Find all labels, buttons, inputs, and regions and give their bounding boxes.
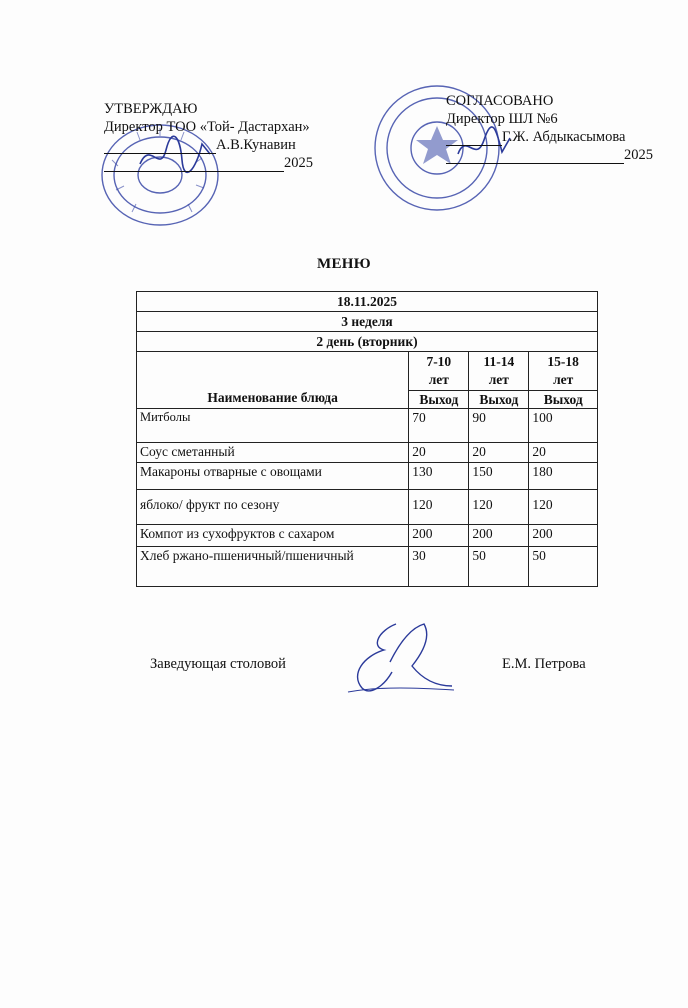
yield-value: 20 <box>469 443 529 463</box>
age-unit: лет <box>428 372 449 387</box>
yield-value: 200 <box>409 525 469 547</box>
approver-name: А.В.Кунавин <box>216 137 296 153</box>
yield-value: 50 <box>529 547 598 587</box>
age-header-15-18 <box>529 352 598 409</box>
agreement-name-line <box>446 128 662 146</box>
footer-name: Е.М. Петрова <box>502 656 586 672</box>
date-blank <box>446 149 624 164</box>
dish-name: Макароны отварные с овощами <box>137 463 409 490</box>
agreement-heading: СОГЛАСОВАНО <box>446 93 554 109</box>
age-range: 7-10 <box>426 354 452 369</box>
agreement-date-line <box>446 146 662 164</box>
age-header-11-14 <box>469 352 529 409</box>
yield-value: 70 <box>409 409 469 443</box>
yield-header: Выход <box>529 390 597 408</box>
table-row <box>137 463 598 490</box>
age-range: 15-18 <box>547 354 579 369</box>
menu-day: 2 день (вторник) <box>137 332 598 352</box>
yield-value: 100 <box>529 409 598 443</box>
age-header-7-10 <box>409 352 469 409</box>
approval-heading: УТВЕРЖДАЮ <box>104 101 198 117</box>
approval-block-right <box>446 92 662 164</box>
approver-position: Директор ТОО «Той- Дастархан» <box>104 119 310 135</box>
agreement-position: Директор ШЛ №6 <box>446 111 558 127</box>
menu-date: 18.11.2025 <box>137 292 598 312</box>
yield-header: Выход <box>469 390 528 408</box>
footer-role: Заведующая столовой <box>150 656 286 672</box>
date-blank <box>104 157 284 172</box>
dish-name: яблоко/ фрукт по сезону <box>137 490 409 525</box>
yield-value: 50 <box>469 547 529 587</box>
signature-blank <box>446 131 502 146</box>
signature-blank <box>104 139 216 154</box>
agreement-year: 2025 <box>624 147 653 163</box>
age-range: 11-14 <box>483 354 515 369</box>
yield-value: 120 <box>409 490 469 525</box>
yield-value: 200 <box>529 525 598 547</box>
dish-name: Компот из сухофруктов с сахаром <box>137 525 409 547</box>
yield-value: 20 <box>409 443 469 463</box>
yield-value: 180 <box>529 463 598 490</box>
menu-table <box>136 291 598 587</box>
yield-value: 20 <box>529 443 598 463</box>
yield-value: 150 <box>469 463 529 490</box>
approval-block-left <box>104 100 334 172</box>
signature-footer <box>340 616 460 700</box>
table-row <box>137 547 598 587</box>
yield-value: 120 <box>469 490 529 525</box>
yield-value: 130 <box>409 463 469 490</box>
dish-name-header: Наименование блюда <box>137 352 409 409</box>
approver-name-line <box>104 136 334 154</box>
table-row <box>137 443 598 463</box>
yield-value: 90 <box>469 409 529 443</box>
yield-value: 120 <box>529 490 598 525</box>
yield-header: Выход <box>409 390 468 408</box>
agreement-name: Г.Ж. Абдыкасымова <box>502 129 626 145</box>
yield-value: 200 <box>469 525 529 547</box>
age-unit: лет <box>553 372 574 387</box>
approval-date-line <box>104 154 334 172</box>
yield-value: 30 <box>409 547 469 587</box>
table-row <box>137 409 598 443</box>
dish-name: Соус сметанный <box>137 443 409 463</box>
page-title: МЕНЮ <box>317 256 371 272</box>
dish-name: Хлеб ржано-пшеничный/пшеничный <box>137 547 409 587</box>
table-row <box>137 490 598 525</box>
menu-week: 3 неделя <box>137 312 598 332</box>
approval-year: 2025 <box>284 155 313 171</box>
table-row <box>137 525 598 547</box>
dish-name: Митболы <box>137 409 409 443</box>
age-unit: лет <box>488 372 509 387</box>
